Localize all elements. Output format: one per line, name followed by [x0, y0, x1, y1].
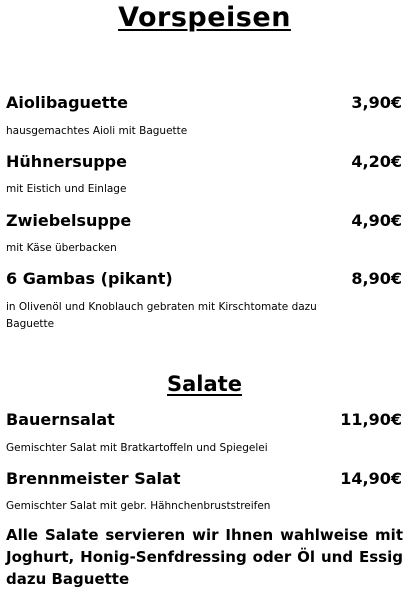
menu-item-description: mit Käse überbacken	[6, 242, 117, 254]
menu-item-price: 8,90€	[351, 269, 402, 288]
menu-item-description: Gemischter Salat mit gebr. Hähnchenbruststreifen	[6, 500, 271, 512]
menu-item-name: 6 Gambas (pikant)	[6, 269, 173, 288]
section-title-vorspeisen: Vorspeisen	[118, 2, 291, 33]
menu-item-price: 14,90€	[340, 469, 402, 488]
menu-item-description: Gemischter Salat mit Bratkartoffeln und Spiegelei	[6, 442, 268, 454]
salad-dressing-note: Alle Salate servieren wir Ihnen wahlweise mit Joghurt, Honig-Senfdressing oder Öl und Essig dazu Baguette	[6, 526, 403, 588]
menu-item-name: Bauernsalat	[6, 410, 115, 429]
menu-item-price: 4,20€	[351, 152, 402, 171]
menu-item-description: mit Eistich und Einlage	[6, 183, 127, 195]
section-title-salate: Salate	[167, 372, 242, 396]
menu-item-name: Brennmeister Salat	[6, 469, 181, 488]
menu-item-name: Zwiebelsuppe	[6, 211, 132, 230]
menu-item-name: Hühnersuppe	[6, 152, 127, 171]
menu-item-name: Aiolibaguette	[6, 93, 128, 112]
menu-item-price: 4,90€	[351, 211, 402, 230]
menu-item-description: hausgemachtes Aioli mit Baguette	[6, 125, 188, 137]
menu-item-price: 11,90€	[340, 410, 402, 429]
menu-item-description: in Olivenöl und Knoblauch gebraten mit Kirschtomate dazu Baguette	[6, 301, 317, 330]
menu-item-price: 3,90€	[351, 93, 402, 112]
